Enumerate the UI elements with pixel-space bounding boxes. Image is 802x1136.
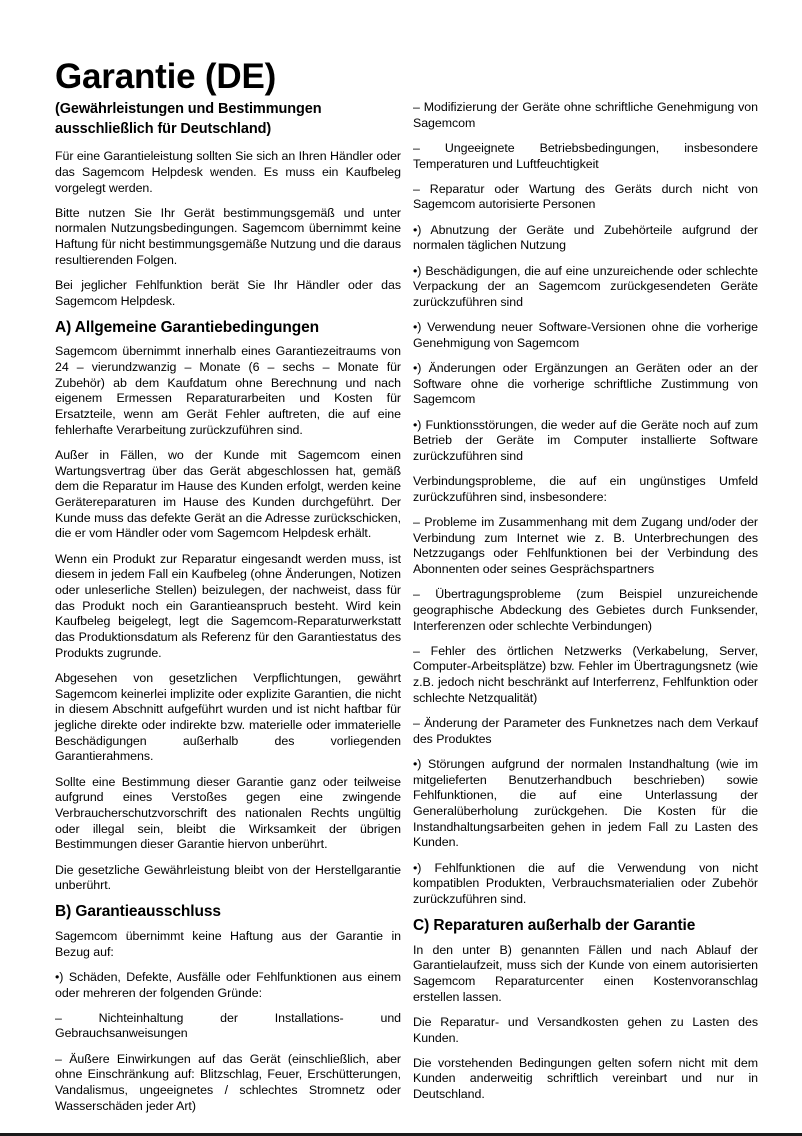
section-b-dash-item: – Ungeeignete Betriebsbedingungen, insbesondere Temperaturen und Luftfeuchtigkeit [413,140,758,171]
section-a-paragraph: Sagemcom übernimmt innerhalb eines Garantiezeitraums von 24 – vierundzwanzig – Monate (6 – sechs – Monate für Zubehör) ab dem Kaufdatum ohne Berechnung und nach eigenem Ermessen Reparaturarbeiten und Kosten für Ersatzteile, wenn am Gerät Fehler auftreten, die auf eine fehlerhafte Verarbeitung zurückzuführen sind. [55,344,401,437]
section-b-dash-item: – Reparatur oder Wartung des Geräts durch nicht von Sagemcom autorisierte Personen [413,181,758,212]
section-c-paragraph: Die Reparatur- und Versandkosten gehen zu Lasten des Kunden. [413,1014,758,1045]
section-b-heading: B) Garantieausschluss [55,903,221,921]
section-b-dash-item: – Modifizierung der Geräte ohne schriftliche Genehmigung von Sagemcom [413,100,758,130]
intro-paragraph: Bitte nutzen Sie Ihr Gerät bestimmungsgemäß und unter normalen Nutzungsbedingungen. Sagemcom übernimmt keine Haftung für nicht bestimmungsgemäße Nutzung und die daraus resultierenden Folgen. [55,205,401,267]
section-b-bullet: •) Fehlfunktionen die auf die Verwendung von nicht kompatiblen Produkten, Verbrauchsmaterialien oder Zubehör zurückzuführen sind. [413,860,758,906]
section-c-heading: C) Reparaturen außerhalb der Garantie [413,917,696,935]
section-c-paragraph: In den unter B) genannten Fällen und nach Ablauf der Garantielaufzeit, muss sich der Kunde von einem autorisierten Sagemcom Reparaturcenter einen Kostenvoranschlag erstellen lassen. [413,942,758,1004]
section-a-heading: A) Allgemeine Garantiebedingungen [55,318,319,336]
section-a-paragraph: Außer in Fällen, wo der Kunde mit Sagemcom einen Wartungsvertrag über das Gerät abgeschlossen hat, gemäß dem die Reparatur im Hause des Kunden erfolgt, werden keine Gerätereparaturen im Hause des Kunden durchgeführt. Der Kunde muss das defekte Gerät an die Adresse zurückschicken, die er vom Händler oder vom Sagemcom Helpdesk erhält. [55,448,401,541]
section-b-bullet: •) Abnutzung der Geräte und Zubehörteile aufgrund der normalen täglichen Nutzung [413,222,758,253]
intro-paragraph: Bei jeglicher Fehlfunktion berät Sie Ihr Händler oder das Sagemcom Helpdesk. [55,277,401,308]
section-b-bullet: •) Änderungen oder Ergänzungen an Geräten oder an der Software ohne die vorherige schriftliche Zustimmung von Sagemcom [413,360,758,407]
section-a-paragraph: Die gesetzliche Gewährleistung bleibt von der Herstellgarantie unberührt. [55,862,401,893]
intro-paragraph: Für eine Garantieleistung sollten Sie sich an Ihren Händler oder das Sagemcom Helpdesk wenden. Es muss ein Kaufbeleg vorgelegt werden. [55,149,402,195]
section-b-dash-item: – Übertragungsprobleme (zum Beispiel unzureichende geographische Abdeckung des Gebietes durch Funksender, Interferenzen oder schlechte Verbindungen) [413,587,758,633]
section-b-dash-item: – Nichteinhaltung der Installations- und Gebrauchsanweisungen [55,1010,401,1041]
left-column [55,100,401,1114]
section-b-bullet: •) Störungen aufgrund der normalen Instandhaltung (wie im mitgelieferten Benutzerhandbuch beschrieben) sowie Fehlfunktionen, die auf eine Unterlassung der Generalüberholung zurückgehen. Die Kosten für die Instandhaltungsarbeiten gehen in jedem Fall zu Lasten des Kunden. [413,756,758,850]
section-c-paragraph: Die vorstehenden Bedingungen gelten sofern nicht mit dem Kunden anderweitig schriftlich vereinbart und nur in Deutschland. [413,1055,758,1102]
page-title: Garantie (DE) [55,57,277,97]
section-b-dash-item: – Probleme im Zusammenhang mit dem Zugang und/oder der Verbindung zum Internet wie z. B. Unterbrechungen des Netzzugangs oder Fehlfunktionen bei der Verbindung des Abonnenten oder seines Gesprächspartners [413,514,758,576]
section-a-paragraph: Sollte eine Bestimmung dieser Garantie ganz oder teilweise aufgrund eines Verstoßes gegen eine zwingende Verbraucherschutzvorschrift des nationalen Rechts ungültig oder illegal sein, bleibt die Wirksamkeit der übrigen Bestimmungen dieser Garantie hiervon unberührt. [55,774,401,852]
section-a-paragraph: Wenn ein Produkt zur Reparatur eingesandt werden muss, ist diesem in jedem Fall ein Kaufbeleg (ohne Änderungen, Notizen oder unleserliche Stellen) beizulegen, der nachweist, dass für das Produkt noch ein Garantieanspruch besteht. Wird kein Kaufbeleg beigelegt, legt die Sagemcom-Reparaturwerkstatt das Produktionsdatum als Referenz für den Garantiestatus des Produkts zugrunde. [55,551,401,660]
right-column [413,100,758,1103]
section-b-bullet: •) Beschädigungen, die auf eine unzureichende oder schlechte Verpackung der an Sagemcom zurückgesendeten Geräte zurückzuführen sind [413,263,758,309]
intro-heading: (Gewährleistungen und Bestimmungen ausschließlich für Deutschland) [55,101,322,137]
section-b-bullet: •) Funktionsstörungen, die weder auf die Geräte noch auf zum Betrieb der Geräte im Computer installierte Software zurückzuführen sind [413,417,758,463]
section-b-bullet: •) Schäden, Defekte, Ausfälle oder Fehlfunktionen aus einem oder mehreren der folgenden Gründe: [55,969,401,1000]
section-b-dash-item: – Änderung der Parameter des Funknetzes nach dem Verkauf des Produktes [413,716,758,746]
section-b-dash-item: – Fehler des örtlichen Netzwerks (Verkabelung, Server, Computer-Arbeitsplätze) bzw. Fehler im Übertragungsnetz (wie z.B. jedoch nicht beschränkt auf Interferrenz, Fehlfunktion oder schlechte Netzqualität) [413,643,758,705]
section-b-bullet: •) Verwendung neuer Software-Versionen ohne die vorherige Genehmigung von Sagemcom [413,320,758,350]
section-b-paragraph: Sagemcom übernimmt keine Haftung aus der Garantie in Bezug auf: [55,929,401,959]
section-b-dash-item: – Äußere Einwirkungen auf das Gerät (einschließlich, aber ohne Einschränkung auf: Blitzschlag, Feuer, Erschütterungen, Vandalismus, ungeeignetes / schlechtes Stromnetz oder Wasserschäden jeder Art) [55,1051,401,1113]
section-a-paragraph: Abgesehen von gesetzlichen Verpflichtungen, gewährt Sagemcom keinerlei implizite oder explizite Garantien, die nicht in diesem Abschnitt aufgeführt wurden und ist nicht haftbar für jegliche direkte oder indirekte bzw. materielle oder immaterielle Beschädigungen außerhalb des vorliegenden Garantierahmens. [55,670,401,764]
section-b-paragraph: Verbindungsprobleme, die auf ein ungünstiges Umfeld zurückzuführen sind, insbesondere: [413,474,758,504]
